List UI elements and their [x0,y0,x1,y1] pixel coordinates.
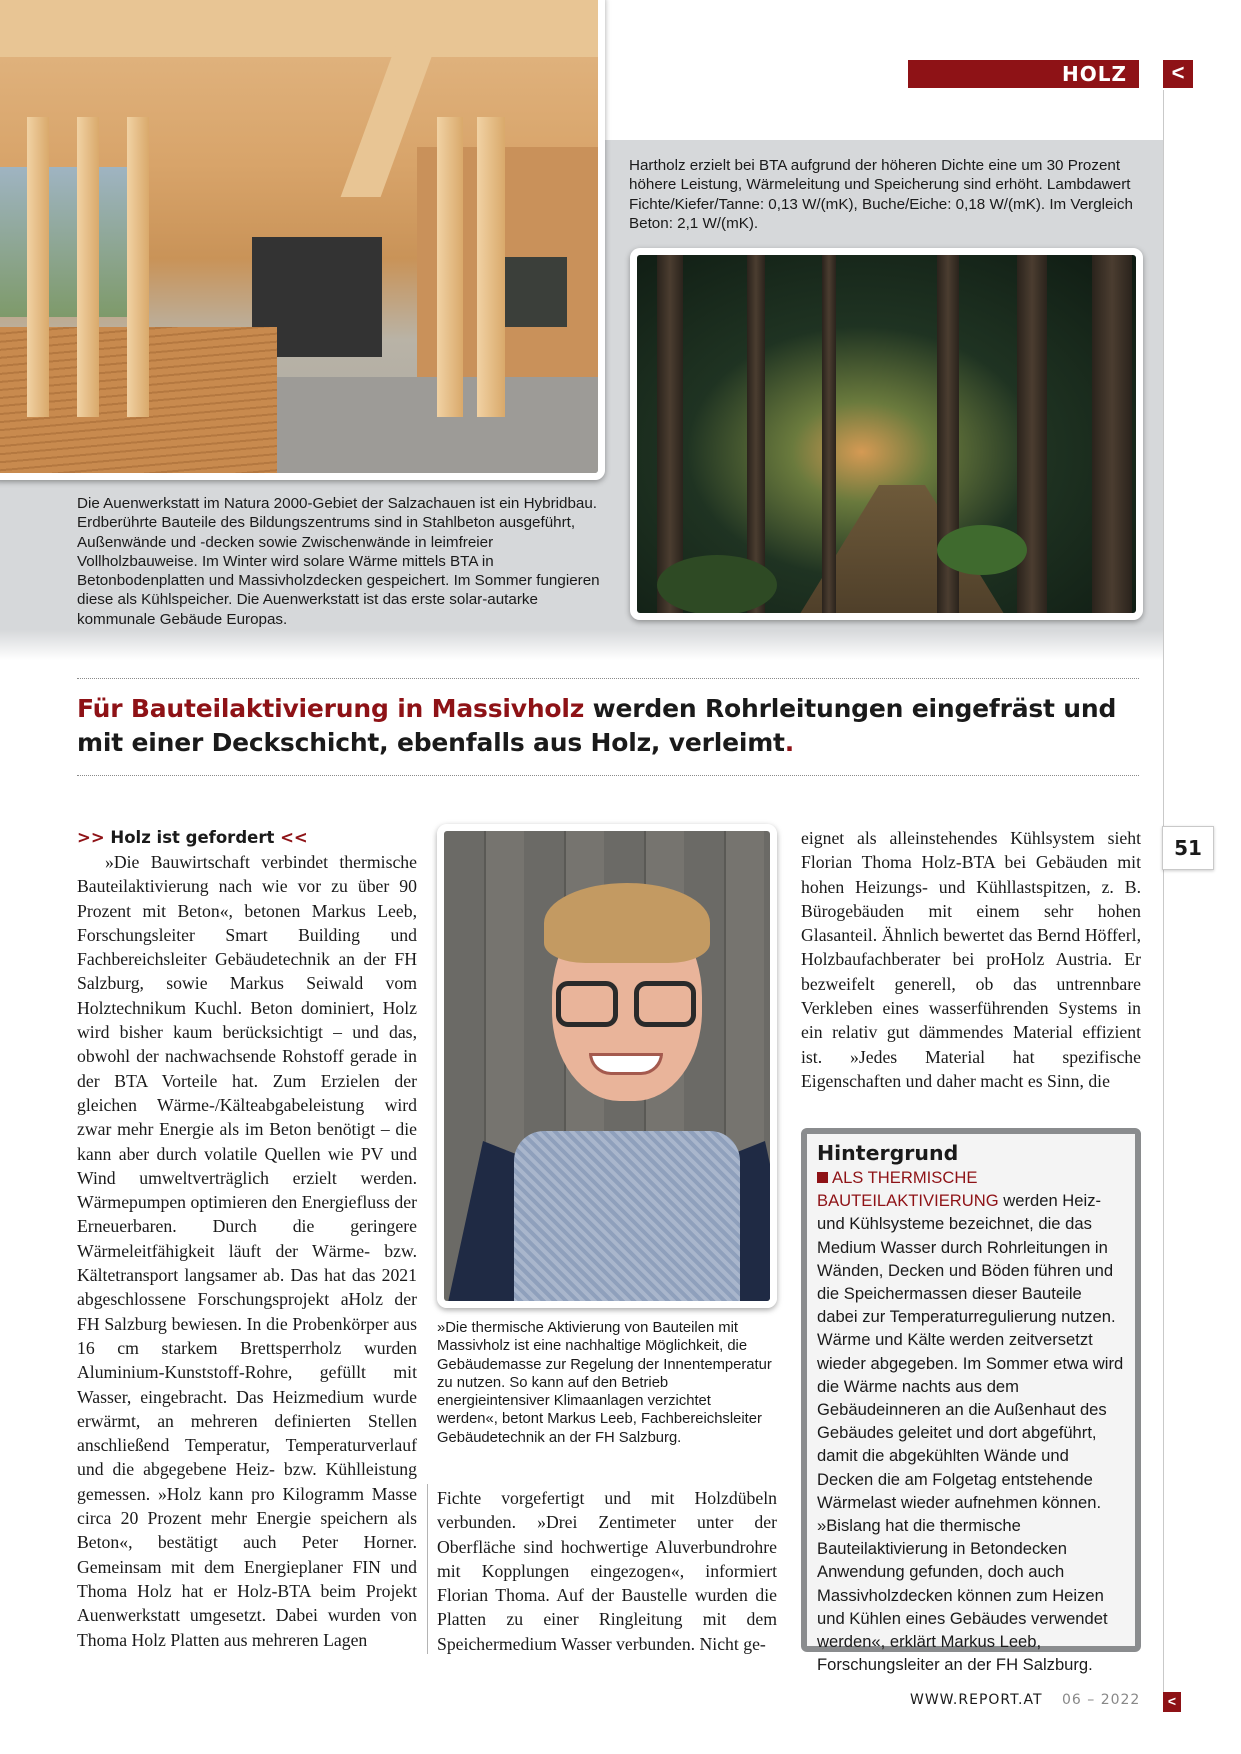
subhead-open-marker: >> [77,828,105,847]
headline-rule-top [77,678,1139,679]
shirt [514,1131,740,1308]
wood-fin [27,117,49,417]
right-margin-rule [1163,90,1164,1700]
top-band-fade [0,630,1163,660]
subheading [77,826,417,850]
moss-rock [937,525,1027,575]
infobox-text [817,1166,1125,1676]
subhead-text: Holz ist gefordert [110,828,275,847]
glasses-right [634,981,696,1027]
footer-website[interactable]: WWW.REPORT.AT [910,1692,1043,1708]
photo-markus-leeb [437,824,777,1308]
tree-trunk [822,255,836,613]
infobox-hintergrund [801,1128,1141,1675]
forest-scene [637,255,1136,613]
portrait-scene [444,831,770,1301]
caption-portrait: »Die thermische Aktivierung von Bauteilen mit Massivholz ist eine nachhaltige Möglichkeit, die Gebäudemasse zur Regelung der Innentemperatur zu nutzen. So kann auf den Betrieb energieintensiver Klimaanlagen verzichtet werden«, betont Markus Leeb, Fachbereichsleiter Gebäudetechnik an der FH Salzburg. [437,1320,772,1446]
headline-rest: werden Rohrleitungen eingefräst und mit einer Deckschicht, ebenfalls aus Holz, verleimt [77,694,1117,757]
tree-trunk [657,255,683,613]
headline [77,692,1147,760]
tree-trunk [1092,255,1132,613]
wood-fin [77,117,99,417]
wood-fin [437,117,463,417]
concrete-floor [257,377,605,480]
article-paragraph: »Die Bauwirtschaft verbindet thermische Bauteilaktivierung nach wie vor zu über 90 Prozent mit Beton«, betonen Markus Leeb, Forschungsleiter Smart Building und Fachbereichsleiter Gebäudetechnik an der FH Salzburg, sowie Markus Seiwald vom Holztechnikum Kuchl. Beton dominiert, Holz wird bisher kaum berücksichtigt – und das, obwohl der nachwachsende Rohstoff gerade in der BTA Vorteile hat. Zum Erzielen der gleichen Wärme-/Kälteabgabeleistung wird zwar mehr Energie als im Beton benötigt – die kann aber durch volatile Quellen wie PV und Wind umweltverträglich erzielt werden. Wärmepumpen optimieren den Energiefluss der Erneuerbaren. Durch die geringere Wärmeleitfähigkeit läuft der Wärme- bzw. Kältetransport langsamer ab. Das hat das 2021 abgeschlossene Forschungsprojekt aHolz der FH Salzburg bewiesen. In die Probenkörper aus 16 cm starkem Brettsperrholz wurden Aluminium-Kunststoff-Rohre, gefüllt mit Wasser, eingebracht. Das Heizmedium wurde erwärmt, an mehreren definierten Stellen anschließend Temperatur, Temperaturverlauf und die abgegebene Heiz- bzw. Kühlleistung gemessen. »Holz kann pro Kilogramm Masse circa 20 Prozent mehr Energie speichern als Beton«, bestätigt auch Peter Horner. Gemeinsam mit dem Energieplaner FIN und Thoma Holz hat er Holz-BTA beim Projekt Auenwerkstatt umgesetzt. Dabei wurden von Thoma Holz Platten aus mehreren Lagen [77,852,417,1650]
caption-hartholz: Hartholz erzielt bei BTA aufgrund der höheren Dichte eine um 30 Prozent höhere Leistung, Wärmeleitung und Speicherung sind erhöht. Lambdawert Fichte/Kiefer/Tanne: 0,13 W/(mK), Buche/Eiche: 0,18 W/(mK). Im Vergleich Beton: 2,1 W/(mK). [629,157,1133,232]
article-paragraph: Fichte vorgefertigt und mit Holzdübeln verbunden. »Drei Zentimeter unter der Oberfläche sind hochwertige Aluverbundrohre mit Kopplungen eingezogen«, informiert Florian Thoma. Auf der Baustelle wurden die Platten zu einer Ringleitung mit dem Speichermedium Wasser verbunden. Nicht ge- [437,1488,777,1654]
article-column-3 [801,826,1141,1093]
photo-forest [630,248,1143,620]
subhead-close-marker: << [280,828,308,847]
page-number: 51 [1162,826,1214,870]
headline-rule-bottom [77,775,1139,776]
footer-arrow-icon[interactable]: < [1163,1692,1181,1712]
headline-highlight: Für Bauteilaktivierung in Massivholz [77,694,585,723]
moss-ground [657,555,777,615]
infobox-lead: ALS THERMISCHE BAUTEILAKTIVIERUNG [817,1168,999,1211]
back-arrow-icon[interactable]: < [1163,60,1193,88]
photo-auenwerkstatt [0,0,605,480]
article-column-1 [77,826,417,1652]
glasses-left [556,981,618,1027]
hair [544,883,710,963]
article-column-2 [437,1486,777,1656]
wood-fin [127,117,149,417]
section-tag: HOLZ [908,60,1139,88]
column-rule [427,1484,428,1654]
building-sky [0,167,137,317]
infobox-title: Hintergrund [817,1141,959,1165]
footer-issue: 06 – 2022 [1062,1692,1141,1708]
infobox-body: werden Heiz- und Kühlsysteme bezeichnet, die das Medium Wasser durch Rohrleitungen in Wänden, Decken und Böden führen und die Speichermassen dieser Bauteile dabei zur Temperaturregulierung nutzen. Wärme und Kälte werden zeitversetzt wieder abgegeben. Im Sommer etwa wird die Wärme nachts aus dem Gebäudeinneren an die Außenhaut des Gebäudes geleitet und dort abgeführt, damit die abgekühlten Wände und Decken die am Folgetag entstehende Wärmelast wieder aufnehmen können. »Bislang hat die thermische Bauteilaktivierung in Betondecken Anwendung gefunden, doch auch Massivholzdecken können zum Heizen und Kühlen eines Gebäudes verwendet werden«, erklärt Markus Leeb, Forschungsleiter an der FH Salzburg. [817,1191,1124,1675]
wood-fin [477,117,505,417]
building-window [497,257,567,327]
square-bullet-icon [817,1172,828,1183]
building-scene [0,0,598,473]
headline-period: . [784,728,795,757]
smile [589,1053,663,1075]
article-paragraph: eignet als alleinstehendes Kühlsystem sieht Florian Thoma Holz-BTA bei Gebäuden mit hohen Heizungs- und Kühllastspitzen, z. B. Bürogebäuden mit einem sehr hohen Glasanteil. Ähnlich bewertet das Bernd Höfferl, Holzbaufachberater bei proHolz Austria. Er bezweifelt generell, ob das untrennbare Verkleben eines wasserführenden Systems in ein relativ gut dämmendes Material effizient ist. »Jedes Material hat spezifische Eigenschaften und daher macht es Sinn, die [801,828,1141,1091]
caption-auenwerkstatt: Die Auenwerkstatt im Natura 2000-Gebiet der Salzachauen ist ein Hybridbau. Erdberührte Bauteile des Bildungszentrums sind in Stahlbeton ausgeführt, Außenwände und -decken sowie Zwischenwände in leimfreier Vollholzbauweise. Im Winter wird solare Wärme mittels BTA in Betonbodenplatten und Massivholzdecken gespeichert. Im Sommer fungieren diese als Kühlspeicher. Die Auenwerkstatt ist das erste solar-autarke kommunale Gebäude Europas. [77,495,600,628]
roof-beam [0,0,605,57]
